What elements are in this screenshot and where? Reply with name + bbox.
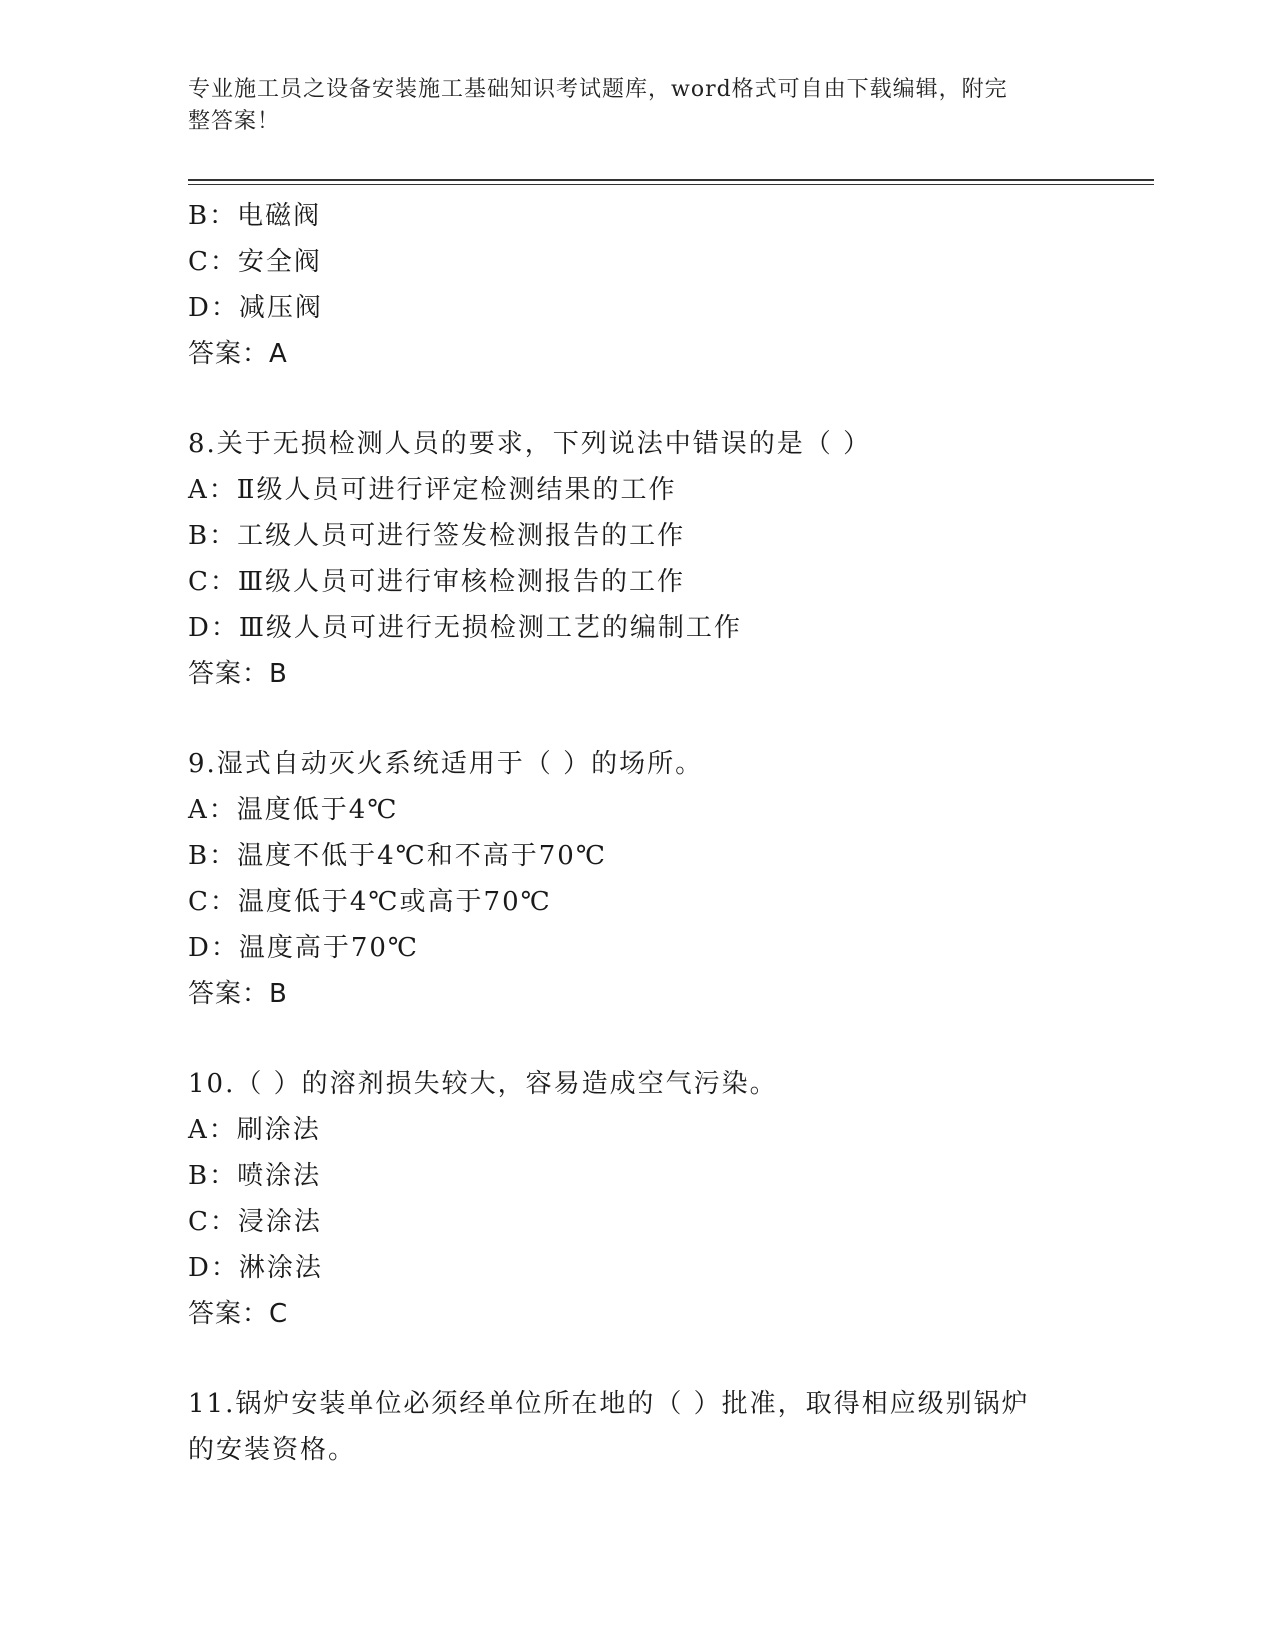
document-header <box>188 74 1068 138</box>
spacer <box>188 697 1088 741</box>
question-text-line-2: 的安装资格。 <box>188 1435 357 1465</box>
header-line-1: 专业施工员之设备安装施工基础知识考试题库，word格式可自由下载编辑，附完 <box>188 77 1008 102</box>
answer-line: 答案：B <box>188 979 288 1009</box>
header-line-2: 整答案！ <box>188 109 281 134</box>
option-d: D：减压阀 <box>188 293 323 323</box>
answer-line: 答案：B <box>188 659 288 689</box>
question-10-block <box>188 1061 1088 1337</box>
question-list <box>188 193 1088 1473</box>
spacer <box>188 1017 1088 1061</box>
answer-line: 答案：A <box>188 339 288 369</box>
option-b: B：喷涂法 <box>188 1161 322 1191</box>
option-c: C：安全阀 <box>188 247 322 277</box>
question-text: 8.关于无损检测人员的要求，下列说法中错误的是（ ） <box>188 429 872 459</box>
spacer <box>188 377 1088 421</box>
question-9-block <box>188 741 1088 1017</box>
option-d: D：淋涂法 <box>188 1253 323 1283</box>
option-b: B：温度不低于4℃和不高于70℃ <box>188 841 607 871</box>
question-8-block <box>188 421 1088 697</box>
option-c: C：浸涂法 <box>188 1207 322 1237</box>
question-11-block <box>188 1381 1068 1473</box>
option-a: A：刷涂法 <box>188 1115 321 1145</box>
option-a: A：Ⅱ级人员可进行评定检测结果的工作 <box>188 475 677 505</box>
header-divider-thin <box>188 184 1154 185</box>
option-b: B：工级人员可进行签发检测报告的工作 <box>188 521 686 551</box>
option-b: B：电磁阀 <box>188 201 322 231</box>
option-d: D：温度高于70℃ <box>188 933 420 963</box>
question-text: 10.（ ）的溶剂损失较大，容易造成空气污染。 <box>188 1069 778 1099</box>
option-a: A：温度低于4℃ <box>188 795 399 825</box>
option-c: C：Ⅲ级人员可进行审核检测报告的工作 <box>188 567 685 597</box>
question-text: 9.湿式自动灭火系统适用于（ ）的场所。 <box>188 749 704 779</box>
spacer <box>188 1337 1088 1381</box>
question-text-line-1: 11.锅炉安装单位必须经单位所在地的（ ）批准，取得相应级别锅炉 <box>188 1389 1030 1419</box>
question-7-block <box>188 193 1088 377</box>
answer-line: 答案：C <box>188 1299 289 1329</box>
option-c: C：温度低于4℃或高于70℃ <box>188 887 552 917</box>
option-d: D：Ⅲ级人员可进行无损检测工艺的编制工作 <box>188 613 742 643</box>
header-divider-thick <box>188 179 1154 181</box>
